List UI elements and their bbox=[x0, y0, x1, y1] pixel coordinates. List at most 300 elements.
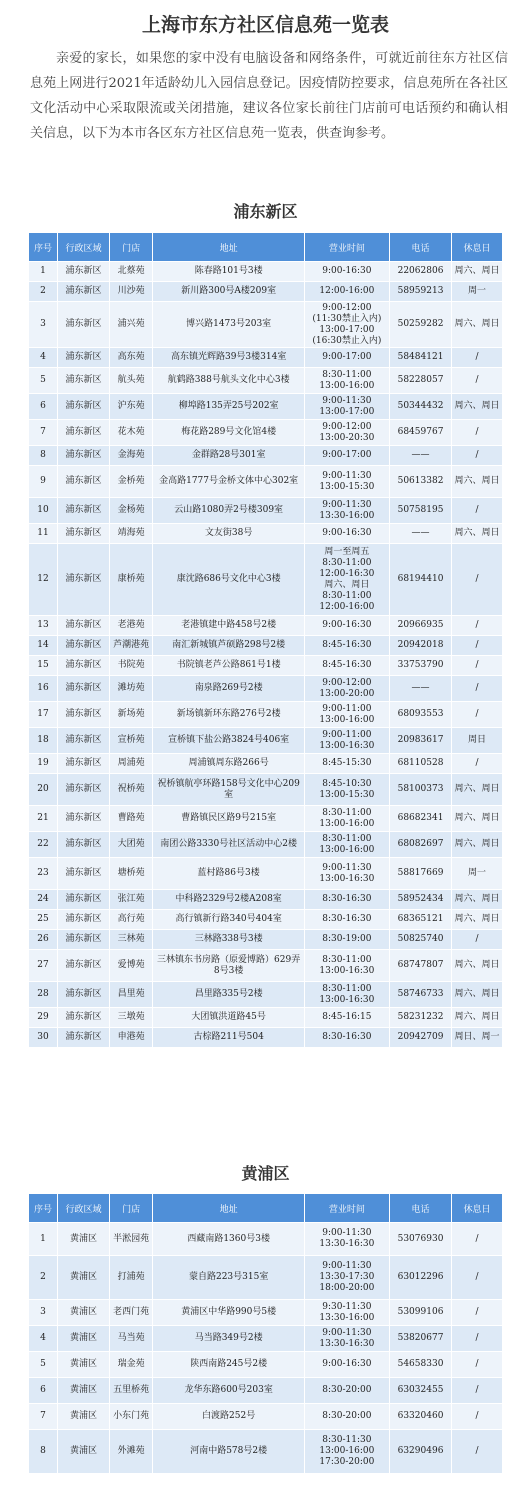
cell-district: 黄浦区 bbox=[58, 1300, 110, 1326]
cell-store: 周浦苑 bbox=[109, 754, 153, 774]
cell-district: 浦东新区 bbox=[58, 446, 110, 466]
section-title-pudong: 浦东新区 bbox=[233, 202, 298, 221]
cell-hours: 8:45-16:30 bbox=[304, 656, 389, 676]
cell-rest-day: / bbox=[452, 1404, 503, 1430]
cell-hours: 8:30-11:00 13:00-16:00 bbox=[304, 832, 389, 858]
cell-store: 半淞园苑 bbox=[109, 1223, 153, 1256]
cell-district: 黄浦区 bbox=[58, 1223, 110, 1256]
cell-rest-day: / bbox=[452, 754, 503, 774]
table-row bbox=[29, 524, 503, 544]
cell-rest-day: 周六、周日 bbox=[452, 1008, 503, 1028]
cell-hours: 9:00-11:30 13:00-17:00 bbox=[304, 394, 389, 420]
cell-district: 黄浦区 bbox=[58, 1352, 110, 1378]
cell-hours: 8:45-16:15 bbox=[304, 1008, 389, 1028]
cell-district: 浦东新区 bbox=[58, 498, 110, 524]
table-row bbox=[29, 262, 503, 282]
cell-hours: 9:00-11:30 13:30-17:30 18:00-20:00 bbox=[304, 1256, 389, 1300]
cell-district: 黄浦区 bbox=[58, 1326, 110, 1352]
cell-hours: 8:30-19:00 bbox=[304, 930, 389, 950]
column-header-store: 门店 bbox=[109, 1194, 153, 1223]
cell-seq: 30 bbox=[29, 1028, 58, 1048]
cell-phone: 58484121 bbox=[389, 348, 451, 368]
cell-address: 南汇新城镇芦硕路298号2楼 bbox=[153, 636, 304, 656]
cell-seq: 6 bbox=[29, 394, 58, 420]
cell-seq: 8 bbox=[29, 446, 58, 466]
cell-hours: 9:00-17:00 bbox=[304, 348, 389, 368]
column-header-hours: 营业时间 bbox=[304, 233, 389, 262]
cell-seq: 7 bbox=[29, 1404, 58, 1430]
cell-phone: 53076930 bbox=[389, 1223, 451, 1256]
column-header-district: 行政区域 bbox=[58, 1194, 110, 1223]
cell-seq: 15 bbox=[29, 656, 58, 676]
cell-rest-day: 周六、周日 bbox=[452, 910, 503, 930]
cell-phone: 33753790 bbox=[389, 656, 451, 676]
cell-seq: 1 bbox=[29, 262, 58, 282]
cell-store: 新场苑 bbox=[109, 702, 153, 728]
table-row bbox=[29, 348, 503, 368]
table-row bbox=[29, 858, 503, 890]
cell-rest-day: / bbox=[452, 544, 503, 616]
column-header-store: 门店 bbox=[109, 233, 153, 262]
cell-hours: 9:00-11:30 13:30-16:00 bbox=[304, 498, 389, 524]
cell-phone: 63012296 bbox=[389, 1256, 451, 1300]
cell-address: 高东镇光辉路39号3楼314室 bbox=[153, 348, 304, 368]
table-row bbox=[29, 1352, 503, 1378]
cell-address: 白渡路252号 bbox=[153, 1404, 304, 1430]
cell-district: 浦东新区 bbox=[58, 656, 110, 676]
table-row bbox=[29, 656, 503, 676]
cell-store: 爱博苑 bbox=[109, 950, 153, 982]
cell-district: 浦东新区 bbox=[58, 930, 110, 950]
cell-rest-day: / bbox=[452, 420, 503, 446]
cell-store: 五里桥苑 bbox=[109, 1378, 153, 1404]
cell-rest-day: 周六、周日 bbox=[452, 466, 503, 498]
cell-district: 浦东新区 bbox=[58, 676, 110, 702]
cell-phone: 20942018 bbox=[389, 636, 451, 656]
cell-hours: 9:00-12:00 13:00-20:00 bbox=[304, 676, 389, 702]
table-huangpu bbox=[28, 1193, 503, 1474]
table-row bbox=[29, 616, 503, 636]
cell-seq: 7 bbox=[29, 420, 58, 446]
cell-rest-day: 周一 bbox=[452, 282, 503, 302]
cell-store: 芦潮港苑 bbox=[109, 636, 153, 656]
cell-rest-day: / bbox=[452, 1378, 503, 1404]
cell-hours: 8:45-10:30 13:00-15:30 bbox=[304, 774, 389, 806]
cell-phone: —— bbox=[389, 676, 451, 702]
cell-rest-day: / bbox=[452, 656, 503, 676]
cell-rest-day: / bbox=[452, 1352, 503, 1378]
cell-seq: 5 bbox=[29, 368, 58, 394]
cell-store: 打浦苑 bbox=[109, 1256, 153, 1300]
cell-seq: 23 bbox=[29, 858, 58, 890]
cell-seq: 20 bbox=[29, 774, 58, 806]
cell-district: 浦东新区 bbox=[58, 754, 110, 774]
cell-district: 浦东新区 bbox=[58, 524, 110, 544]
cell-district: 浦东新区 bbox=[58, 282, 110, 302]
cell-hours: 12:00-16:00 bbox=[304, 282, 389, 302]
cell-seq: 26 bbox=[29, 930, 58, 950]
cell-district: 浦东新区 bbox=[58, 302, 110, 348]
cell-address: 云山路1080弄2号楼309室 bbox=[153, 498, 304, 524]
cell-rest-day: / bbox=[452, 702, 503, 728]
intro-paragraph: 亲爱的家长，如果您的家中没有电脑设备和网络条件，可就近前往东方社区信息苑上网进行2021年适龄幼儿入园信息登记。因疫情防控要求，信息苑所在各社区文化活动中心采取限流或关闭措施，建议各位家长前往门店前可电话预约和确认相关信息，以下为本市各区东方社区信息苑一览表，供查询参考。 bbox=[30, 51, 508, 141]
cell-hours: 9:00-12:00 13:00-20:30 bbox=[304, 420, 389, 446]
cell-phone: 68082697 bbox=[389, 832, 451, 858]
cell-seq: 28 bbox=[29, 982, 58, 1008]
table-pudong bbox=[28, 232, 503, 1048]
cell-address: 三林镇东书房路（原爱博路）629弄8号3楼 bbox=[153, 950, 304, 982]
cell-address: 南团公路3330号社区活动中心2楼 bbox=[153, 832, 304, 858]
cell-store: 金海苑 bbox=[109, 446, 153, 466]
cell-district: 黄浦区 bbox=[58, 1378, 110, 1404]
table-row bbox=[29, 950, 503, 982]
cell-store: 金杨苑 bbox=[109, 498, 153, 524]
cell-rest-day: / bbox=[452, 348, 503, 368]
cell-hours: 8:30-11:30 13:00-16:00 17:30-20:00 bbox=[304, 1430, 389, 1474]
cell-district: 浦东新区 bbox=[58, 420, 110, 446]
column-header-district: 行政区域 bbox=[58, 233, 110, 262]
cell-phone: 63290496 bbox=[389, 1430, 451, 1474]
cell-hours: 8:30-11:00 13:00-16:30 bbox=[304, 982, 389, 1008]
cell-hours: 9:00-16:30 bbox=[304, 262, 389, 282]
cell-rest-day: / bbox=[452, 676, 503, 702]
cell-phone: 68110528 bbox=[389, 754, 451, 774]
cell-address: 古棕路211号504 bbox=[153, 1028, 304, 1048]
cell-address: 新场镇新环东路276号2楼 bbox=[153, 702, 304, 728]
cell-rest-day: 周六、周日 bbox=[452, 890, 503, 910]
cell-phone: 50825740 bbox=[389, 930, 451, 950]
cell-phone: 58746733 bbox=[389, 982, 451, 1008]
cell-district: 浦东新区 bbox=[58, 858, 110, 890]
cell-store: 宣桥苑 bbox=[109, 728, 153, 754]
cell-hours: 周一至周五 8:30-11:00 12:00-16:30 周六、周日 8:30-11:00 12:00-16:00 bbox=[304, 544, 389, 616]
cell-phone: —— bbox=[389, 446, 451, 466]
table-row bbox=[29, 394, 503, 420]
cell-hours: 8:30-16:30 bbox=[304, 890, 389, 910]
cell-address: 祝桥镇航亭环路158号文化中心209室 bbox=[153, 774, 304, 806]
page-title: 上海市东方社区信息苑一览表 bbox=[141, 14, 389, 36]
cell-rest-day: 周六、周日 bbox=[452, 394, 503, 420]
column-header-phone: 电话 bbox=[389, 1194, 451, 1223]
cell-hours: 8:30-11:00 13:00-16:00 bbox=[304, 368, 389, 394]
cell-rest-day: 周一 bbox=[452, 858, 503, 890]
cell-store: 祝桥苑 bbox=[109, 774, 153, 806]
cell-rest-day: 周六、周日 bbox=[452, 982, 503, 1008]
section-title-huangpu: 黄浦区 bbox=[241, 1164, 290, 1183]
table-row bbox=[29, 754, 503, 774]
table-row bbox=[29, 636, 503, 656]
table-row bbox=[29, 466, 503, 498]
cell-rest-day: 周六、周日 bbox=[452, 806, 503, 832]
cell-phone: 53820677 bbox=[389, 1326, 451, 1352]
cell-hours: 8:30-11:00 13:00-16:00 bbox=[304, 806, 389, 832]
cell-phone: 20983617 bbox=[389, 728, 451, 754]
cell-store: 金桥苑 bbox=[109, 466, 153, 498]
cell-address: 老港镇建中路458号2楼 bbox=[153, 616, 304, 636]
cell-store: 高行苑 bbox=[109, 910, 153, 930]
cell-rest-day: 周六、周日 bbox=[452, 302, 503, 348]
table-row bbox=[29, 1256, 503, 1300]
cell-rest-day: / bbox=[452, 368, 503, 394]
table-row bbox=[29, 1378, 503, 1404]
cell-rest-day: / bbox=[452, 636, 503, 656]
cell-hours: 8:30-16:30 bbox=[304, 1028, 389, 1048]
cell-district: 浦东新区 bbox=[58, 636, 110, 656]
cell-store: 书院苑 bbox=[109, 656, 153, 676]
cell-phone: 20942709 bbox=[389, 1028, 451, 1048]
cell-seq: 4 bbox=[29, 1326, 58, 1352]
cell-phone: 58817669 bbox=[389, 858, 451, 890]
table-row bbox=[29, 498, 503, 524]
cell-seq: 27 bbox=[29, 950, 58, 982]
cell-address: 马当路349号2楼 bbox=[153, 1326, 304, 1352]
cell-district: 浦东新区 bbox=[58, 950, 110, 982]
cell-phone: 53099106 bbox=[389, 1300, 451, 1326]
column-header-address: 地址 bbox=[153, 1194, 304, 1223]
cell-store: 北蔡苑 bbox=[109, 262, 153, 282]
cell-rest-day: / bbox=[452, 1223, 503, 1256]
cell-rest-day: 周六、周日 bbox=[452, 774, 503, 806]
table-row bbox=[29, 1223, 503, 1256]
cell-rest-day: 周日、周一 bbox=[452, 1028, 503, 1048]
column-header-seq: 序号 bbox=[29, 1194, 58, 1223]
cell-district: 黄浦区 bbox=[58, 1430, 110, 1474]
cell-district: 黄浦区 bbox=[58, 1404, 110, 1430]
cell-district: 浦东新区 bbox=[58, 890, 110, 910]
cell-address: 文友街38号 bbox=[153, 524, 304, 544]
cell-seq: 19 bbox=[29, 754, 58, 774]
table-row bbox=[29, 1028, 503, 1048]
cell-rest-day: / bbox=[452, 498, 503, 524]
cell-store: 航头苑 bbox=[109, 368, 153, 394]
table-row bbox=[29, 1300, 503, 1326]
cell-district: 浦东新区 bbox=[58, 702, 110, 728]
cell-rest-day: / bbox=[452, 1430, 503, 1474]
cell-phone: 50259282 bbox=[389, 302, 451, 348]
cell-address: 金高路1777号金桥文体中心302室 bbox=[153, 466, 304, 498]
cell-hours: 9:00-11:00 13:00-16:00 bbox=[304, 702, 389, 728]
cell-seq: 9 bbox=[29, 466, 58, 498]
cell-rest-day: / bbox=[452, 930, 503, 950]
cell-phone: 68093553 bbox=[389, 702, 451, 728]
cell-hours: 9:00-17:00 bbox=[304, 446, 389, 466]
cell-hours: 8:45-16:30 bbox=[304, 636, 389, 656]
cell-store: 沪东苑 bbox=[109, 394, 153, 420]
cell-phone: 50344432 bbox=[389, 394, 451, 420]
cell-phone: —— bbox=[389, 524, 451, 544]
cell-phone: 58959213 bbox=[389, 282, 451, 302]
cell-store: 塘桥苑 bbox=[109, 858, 153, 890]
cell-store: 康桥苑 bbox=[109, 544, 153, 616]
cell-address: 新川路300号A楼209室 bbox=[153, 282, 304, 302]
cell-store: 川沙苑 bbox=[109, 282, 153, 302]
cell-rest-day: / bbox=[452, 1300, 503, 1326]
cell-rest-day: 周六、周日 bbox=[452, 262, 503, 282]
cell-seq: 14 bbox=[29, 636, 58, 656]
cell-store: 花木苑 bbox=[109, 420, 153, 446]
cell-phone: 58952434 bbox=[389, 890, 451, 910]
cell-hours: 9:00-16:30 bbox=[304, 1352, 389, 1378]
cell-store: 滩坊苑 bbox=[109, 676, 153, 702]
cell-store: 小东门苑 bbox=[109, 1404, 153, 1430]
cell-address: 博兴路1473号203室 bbox=[153, 302, 304, 348]
cell-rest-day: / bbox=[452, 1326, 503, 1352]
cell-seq: 11 bbox=[29, 524, 58, 544]
table-row bbox=[29, 1404, 503, 1430]
cell-phone: 58231232 bbox=[389, 1008, 451, 1028]
cell-rest-day: 周六、周日 bbox=[452, 950, 503, 982]
cell-address: 龙华东路600号203室 bbox=[153, 1378, 304, 1404]
cell-hours: 9:00-11:30 13:30-16:30 bbox=[304, 1326, 389, 1352]
cell-store: 外滩苑 bbox=[109, 1430, 153, 1474]
cell-store: 瑞金苑 bbox=[109, 1352, 153, 1378]
cell-district: 浦东新区 bbox=[58, 832, 110, 858]
cell-seq: 2 bbox=[29, 1256, 58, 1300]
table-row bbox=[29, 806, 503, 832]
cell-phone: 58228057 bbox=[389, 368, 451, 394]
cell-address: 宣桥镇下盐公路3824号406室 bbox=[153, 728, 304, 754]
cell-phone: 20966935 bbox=[389, 616, 451, 636]
table-row bbox=[29, 1008, 503, 1028]
cell-store: 老港苑 bbox=[109, 616, 153, 636]
cell-district: 浦东新区 bbox=[58, 728, 110, 754]
cell-district: 浦东新区 bbox=[58, 982, 110, 1008]
table-row bbox=[29, 368, 503, 394]
cell-address: 康沈路686号文化中心3楼 bbox=[153, 544, 304, 616]
cell-address: 黄浦区中华路990号5楼 bbox=[153, 1300, 304, 1326]
cell-seq: 13 bbox=[29, 616, 58, 636]
cell-phone: 58100373 bbox=[389, 774, 451, 806]
cell-address: 大团镇洪道路45号 bbox=[153, 1008, 304, 1028]
cell-rest-day: 周日 bbox=[452, 728, 503, 754]
cell-seq: 12 bbox=[29, 544, 58, 616]
cell-rest-day: / bbox=[452, 1256, 503, 1300]
cell-hours: 8:30-20:00 bbox=[304, 1404, 389, 1430]
cell-store: 张江苑 bbox=[109, 890, 153, 910]
column-header-seq: 序号 bbox=[29, 233, 58, 262]
cell-district: 浦东新区 bbox=[58, 544, 110, 616]
cell-store: 申港苑 bbox=[109, 1028, 153, 1048]
cell-seq: 3 bbox=[29, 1300, 58, 1326]
table-row bbox=[29, 420, 503, 446]
cell-store: 三墩苑 bbox=[109, 1008, 153, 1028]
cell-phone: 54658330 bbox=[389, 1352, 451, 1378]
cell-address: 书院镇老芦公路861号1楼 bbox=[153, 656, 304, 676]
cell-phone: 63320460 bbox=[389, 1404, 451, 1430]
cell-store: 昌里苑 bbox=[109, 982, 153, 1008]
cell-seq: 6 bbox=[29, 1378, 58, 1404]
cell-seq: 4 bbox=[29, 348, 58, 368]
cell-district: 黄浦区 bbox=[58, 1256, 110, 1300]
cell-seq: 10 bbox=[29, 498, 58, 524]
cell-phone: 68365121 bbox=[389, 910, 451, 930]
cell-address: 陕西南路245号2楼 bbox=[153, 1352, 304, 1378]
column-header-rest-day: 休息日 bbox=[452, 233, 503, 262]
cell-store: 马当苑 bbox=[109, 1326, 153, 1352]
cell-hours: 8:30-11:00 13:00-16:30 bbox=[304, 950, 389, 982]
cell-store: 高东苑 bbox=[109, 348, 153, 368]
store-table bbox=[28, 232, 503, 1048]
cell-district: 浦东新区 bbox=[58, 774, 110, 806]
cell-rest-day: 周六、周日 bbox=[452, 524, 503, 544]
cell-address: 河南中路578号2楼 bbox=[153, 1430, 304, 1474]
table-row bbox=[29, 774, 503, 806]
cell-address: 梅花路289号文化馆4楼 bbox=[153, 420, 304, 446]
table-row bbox=[29, 282, 503, 302]
cell-address: 航鹤路388号航头文化中心3楼 bbox=[153, 368, 304, 394]
cell-phone: 22062806 bbox=[389, 262, 451, 282]
cell-district: 浦东新区 bbox=[58, 806, 110, 832]
cell-hours: 9:00-12:00 (11:30禁止入内) 13:00-17:00 (16:30禁止入内) bbox=[304, 302, 389, 348]
table-row bbox=[29, 1430, 503, 1474]
cell-address: 三林路338号3楼 bbox=[153, 930, 304, 950]
cell-district: 浦东新区 bbox=[58, 348, 110, 368]
table-row bbox=[29, 702, 503, 728]
cell-district: 浦东新区 bbox=[58, 1028, 110, 1048]
cell-hours: 8:30-20:00 bbox=[304, 1378, 389, 1404]
cell-address: 陈春路101号3楼 bbox=[153, 262, 304, 282]
cell-hours: 9:00-11:30 13:00-15:30 bbox=[304, 466, 389, 498]
cell-address: 高行镇新行路340号404室 bbox=[153, 910, 304, 930]
cell-hours: 8:45-15:30 bbox=[304, 754, 389, 774]
cell-store: 曹路苑 bbox=[109, 806, 153, 832]
cell-seq: 16 bbox=[29, 676, 58, 702]
cell-phone: 63032455 bbox=[389, 1378, 451, 1404]
cell-hours: 9:00-16:30 bbox=[304, 524, 389, 544]
table-row bbox=[29, 832, 503, 858]
cell-hours: 8:30-16:30 bbox=[304, 910, 389, 930]
cell-address: 中科路2329号2楼A208室 bbox=[153, 890, 304, 910]
table-header-row bbox=[29, 1194, 503, 1223]
cell-address: 柳埠路135弄25号202室 bbox=[153, 394, 304, 420]
cell-address: 南泉路269号2楼 bbox=[153, 676, 304, 702]
cell-phone: 68194410 bbox=[389, 544, 451, 616]
cell-store: 浦兴苑 bbox=[109, 302, 153, 348]
table-row bbox=[29, 728, 503, 754]
cell-hours: 9:00-11:00 13:00-16:30 bbox=[304, 728, 389, 754]
store-table bbox=[28, 1193, 503, 1474]
cell-phone: 68459767 bbox=[389, 420, 451, 446]
cell-phone: 68682341 bbox=[389, 806, 451, 832]
cell-seq: 17 bbox=[29, 702, 58, 728]
cell-address: 蒙自路223号315室 bbox=[153, 1256, 304, 1300]
table-row bbox=[29, 1326, 503, 1352]
table-row bbox=[29, 910, 503, 930]
cell-address: 曹路镇民区路9号215室 bbox=[153, 806, 304, 832]
cell-district: 浦东新区 bbox=[58, 262, 110, 282]
cell-district: 浦东新区 bbox=[58, 910, 110, 930]
cell-seq: 2 bbox=[29, 282, 58, 302]
table-row bbox=[29, 544, 503, 616]
cell-district: 浦东新区 bbox=[58, 394, 110, 420]
cell-address: 昌里路335号2楼 bbox=[153, 982, 304, 1008]
cell-phone: 50758195 bbox=[389, 498, 451, 524]
cell-rest-day: 周六、周日 bbox=[452, 832, 503, 858]
cell-phone: 68747807 bbox=[389, 950, 451, 982]
cell-seq: 22 bbox=[29, 832, 58, 858]
cell-hours: 9:00-16:30 bbox=[304, 616, 389, 636]
cell-district: 浦东新区 bbox=[58, 616, 110, 636]
cell-seq: 5 bbox=[29, 1352, 58, 1378]
cell-address: 西藏南路1360号3楼 bbox=[153, 1223, 304, 1256]
cell-store: 大团苑 bbox=[109, 832, 153, 858]
cell-district: 浦东新区 bbox=[58, 466, 110, 498]
cell-store: 三林苑 bbox=[109, 930, 153, 950]
cell-hours: 9:30-11:30 13:30-16:00 bbox=[304, 1300, 389, 1326]
cell-store: 靖海苑 bbox=[109, 524, 153, 544]
cell-district: 浦东新区 bbox=[58, 368, 110, 394]
cell-store: 老西门苑 bbox=[109, 1300, 153, 1326]
